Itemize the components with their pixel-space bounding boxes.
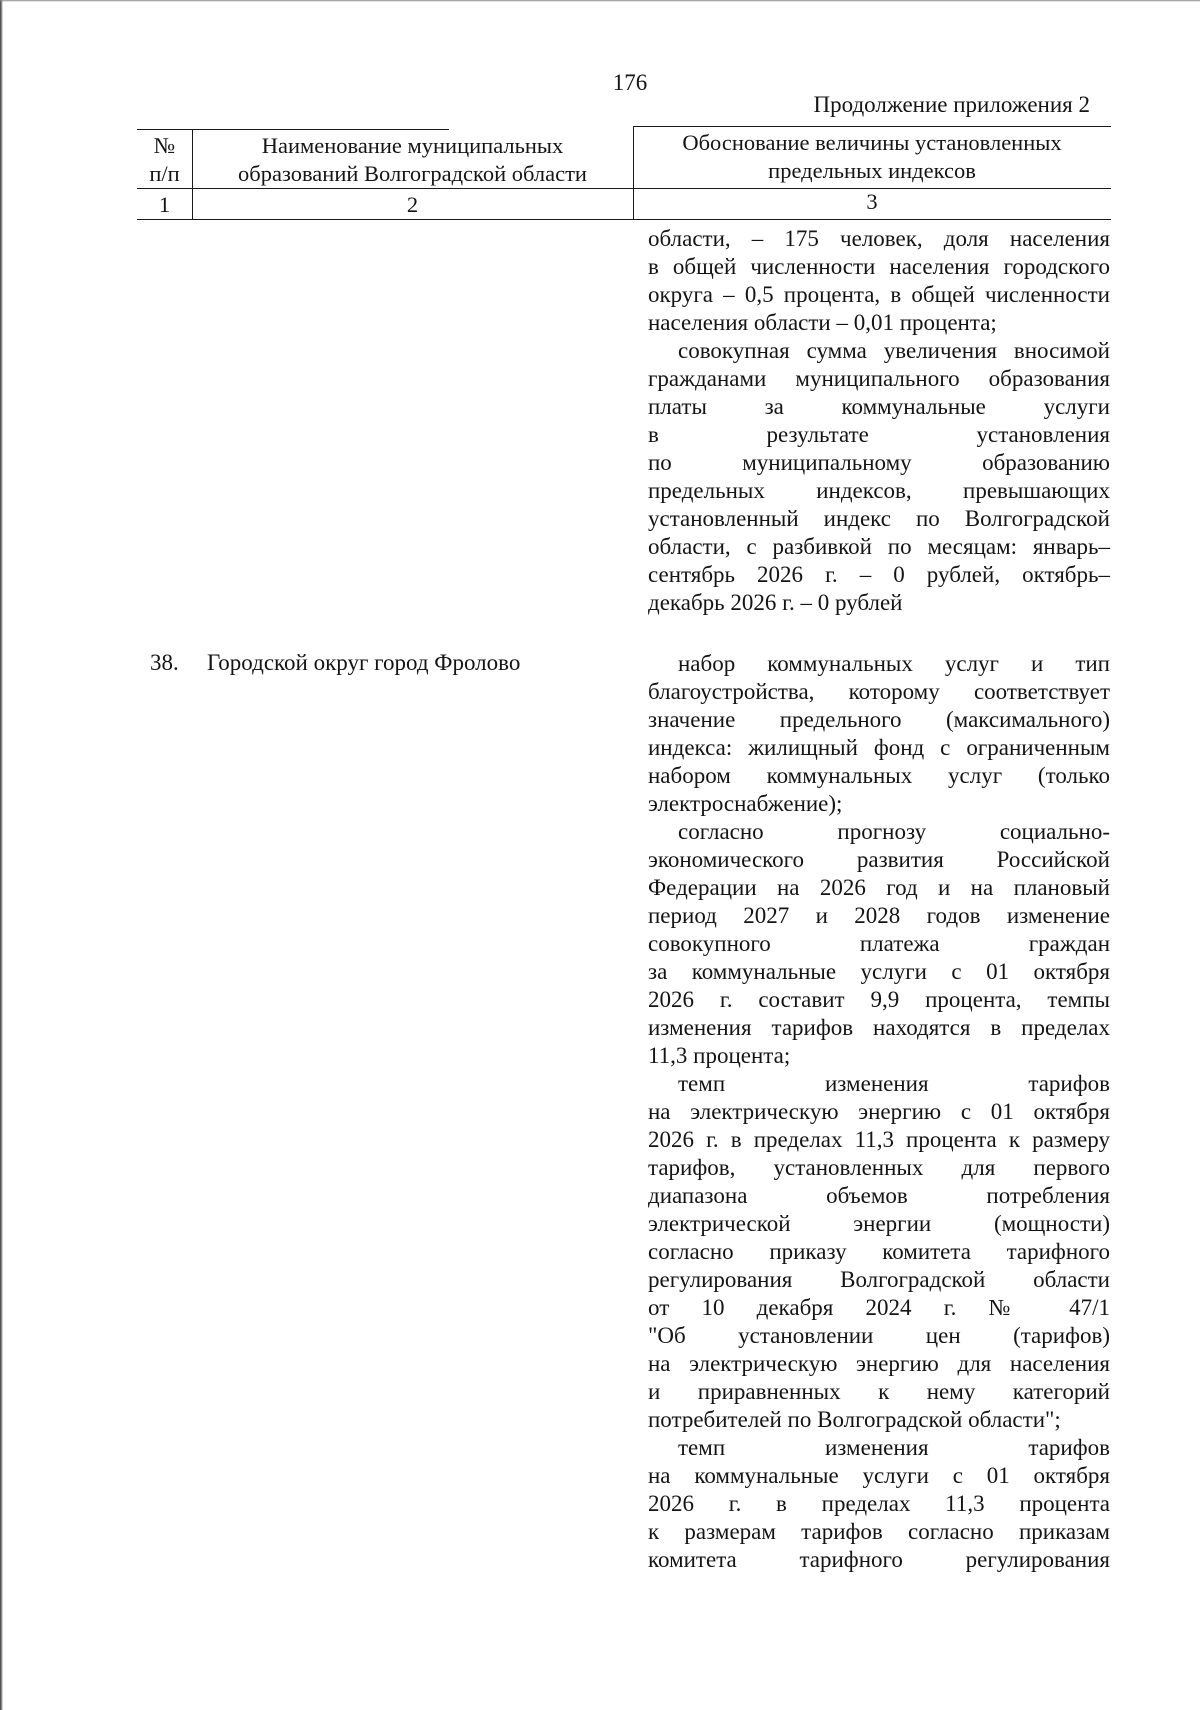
text-line: потребителей по Волгоградской области";	[648, 1407, 1061, 1432]
text-line: в результате установления	[648, 422, 1110, 447]
text-line: в общей численности населения городского	[648, 254, 1110, 279]
header-col-justification: Обоснование величины установленных предельных индексов	[682, 130, 1062, 183]
text-line: и приравненных к нему категорий	[648, 1379, 1110, 1404]
scan-edge-left	[0, 0, 3, 1710]
text-line: 2026 г. в пределах 11,3 процента к размеру	[648, 1127, 1110, 1152]
text-line: совокупная сумма увеличения вносимой	[678, 338, 1110, 363]
text-line: 11,3 процента;	[648, 1043, 791, 1068]
page-number: 176	[612, 70, 648, 95]
text-line: темп изменения тарифов	[678, 1435, 1110, 1460]
text-line: на электрическую энергию для населения	[648, 1351, 1110, 1376]
row-number: 38.	[150, 650, 179, 675]
text-line: сентябрь 2026 г. – 0 рублей, октябрь–	[648, 562, 1110, 587]
text-line: населения области – 0,01 процента;	[648, 310, 997, 335]
text-line: индекса: жилищный фонд с ограниченным	[648, 735, 1110, 760]
continuation-text	[648, 225, 1110, 617]
col-index-2: 2	[406, 192, 419, 217]
text-line: диапазона объемов потребления	[648, 1183, 1110, 1208]
text-line: от 10 декабря 2024 г. № 47/1	[648, 1295, 1110, 1320]
text-line: области, с разбивкой по месяцам: январь–	[648, 534, 1110, 559]
text-line: округа – 0,5 процента, в общей численности	[648, 282, 1110, 307]
text-line: 2026 г. составит 9,9 процента, темпы	[648, 987, 1110, 1012]
text-line: "Об установлении цен (тарифов)	[648, 1323, 1110, 1348]
text-line: Федерации на 2026 год и на плановый	[648, 875, 1110, 900]
header-bottom-rule	[137, 219, 1111, 220]
text-line: набор коммунальных услуг и тип	[678, 651, 1110, 676]
scan-edge-top	[0, 0, 1200, 2]
text-line: электрической энергии (мощности)	[648, 1211, 1110, 1236]
text-line: согласно приказу комитета тарифного	[648, 1239, 1110, 1264]
col-index-3: 3	[866, 189, 878, 214]
text-line: совокупного платежа граждан	[648, 931, 1110, 956]
text-line: гражданами муниципального образования	[648, 366, 1110, 391]
header-col-municipality: Наименование муниципальных образований Волгоградской области	[238, 133, 587, 186]
text-line: за коммунальные услуги с 01 октября	[648, 959, 1110, 984]
text-line: согласно прогнозу социально-	[678, 819, 1110, 844]
text-line: изменения тарифов находятся в пределах	[648, 1015, 1110, 1040]
col-index-1: 1	[158, 192, 171, 217]
header-top-rule-right	[633, 126, 1111, 127]
header-top-rule	[137, 129, 449, 130]
text-line: предельных индексов, превышающих	[648, 478, 1110, 503]
text-line: значение предельного (максимального)	[648, 707, 1110, 732]
text-line: благоустройства, которому соответствует	[648, 679, 1110, 704]
municipality-name: Городской округ город Фролово	[207, 650, 521, 675]
row-38-justification	[648, 650, 1110, 1574]
text-line: электроснабжение);	[648, 791, 843, 816]
text-line: области, – 175 человек, доля населения	[648, 226, 1110, 251]
text-line: 2026 г. в пределах 11,3 процента	[648, 1491, 1110, 1516]
text-line: декабрь 2026 г. – 0 рублей	[648, 590, 903, 615]
text-line: на коммунальные услуги с 01 октября	[648, 1463, 1110, 1488]
text-line: по муниципальному образованию	[648, 450, 1110, 475]
appendix-continuation-note: Продолжение приложения 2	[813, 92, 1090, 117]
text-line: установленный индекс по Волгоградской	[648, 506, 1110, 531]
text-line: комитета тарифного регулирования	[648, 1547, 1110, 1572]
text-line: экономического развития Российской	[648, 847, 1110, 872]
header-col-number: № п/п	[149, 133, 180, 186]
text-line: тарифов, установленных для первого	[648, 1155, 1110, 1180]
text-line: платы за коммунальные услуги	[648, 394, 1110, 419]
text-line: регулирования Волгоградской области	[648, 1267, 1110, 1292]
text-line: к размерам тарифов согласно приказам	[648, 1519, 1110, 1544]
text-line: на электрическую энергию с 01 октября	[648, 1099, 1110, 1124]
text-line: темп изменения тарифов	[678, 1071, 1110, 1096]
text-line: набором коммунальных услуг (только	[648, 763, 1110, 788]
text-line: период 2027 и 2028 годов изменение	[648, 903, 1110, 928]
